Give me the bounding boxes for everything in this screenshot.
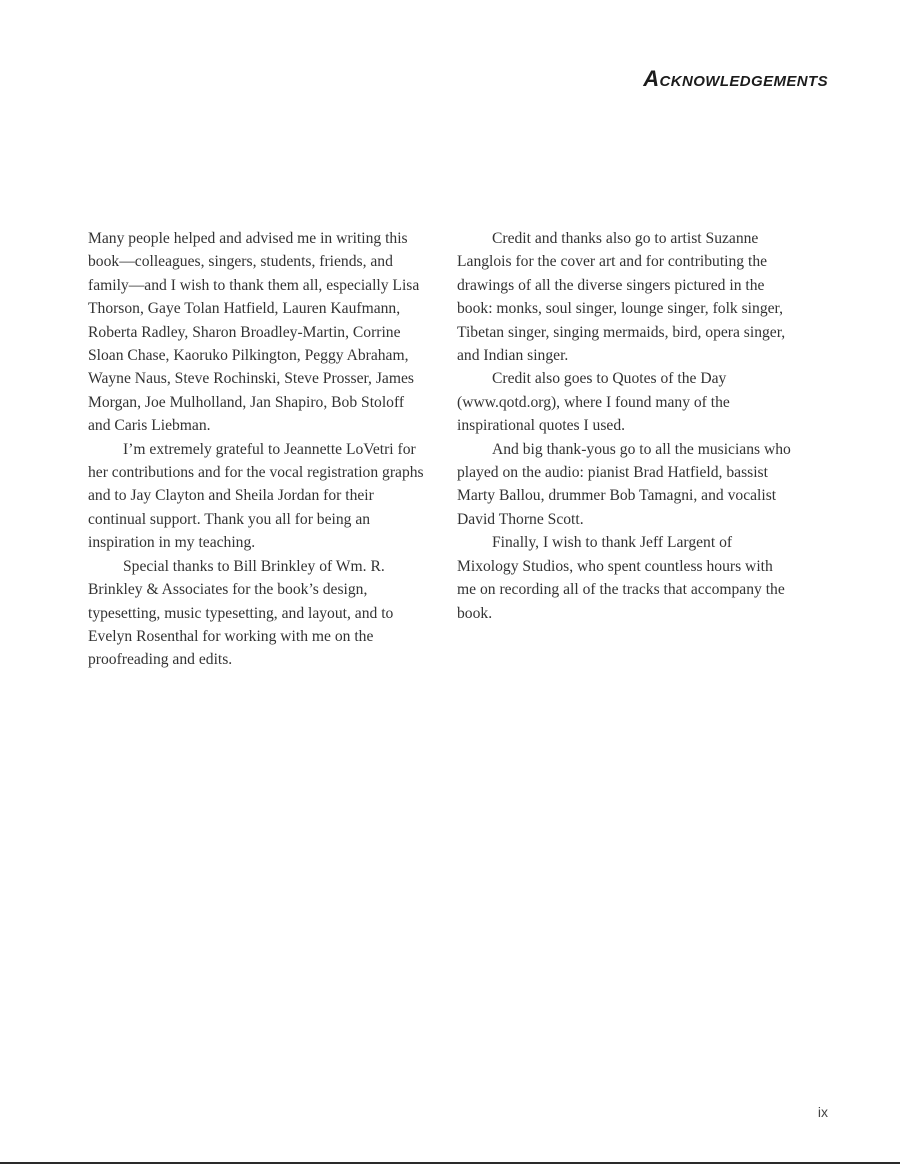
paragraph-largent: Finally, I wish to thank Jeff Largent of Mixology Studios, who spent countless hours with me on recording all of the tracks that accompany the book.	[457, 534, 785, 622]
paragraph-brinkley: Special thanks to Bill Brinkley of Wm. R. Brinkley & Associates for the book’s design, typesetting, music typesetting, and layout, and to Evelyn Rosenthal for working with me on the proofreading and edits.	[88, 557, 394, 669]
page-title: Acknowledgements	[643, 66, 828, 91]
paragraph-musicians: And big thank-yous go to all the musicians who played on the audio: pianist Brad Hatfield, bassist Marty Ballou, drummer Bob Tamagni, and vocalist David Thorne Scott.	[457, 440, 791, 528]
right-column	[457, 227, 795, 625]
paragraph-langlois: Credit and thanks also go to artist Suzanne Langlois for the cover art and for contributing the drawings of all the diverse singers pictured in the book: monks, soul singer, lounge singer, folk singer, Tibetan singer, singing mermaids, bird, opera singer, and Indian singer.	[457, 230, 786, 365]
page-number: ix	[817, 1104, 828, 1120]
left-column	[88, 227, 426, 672]
paragraph-lovetri: I’m extremely grateful to Jeannette LoVetri for her contributions and for the vocal registration graphs and to Jay Clayton and Sheila Jordan for their continual support. Thank you all for being an inspiration in my teaching.	[88, 440, 424, 552]
paragraph-intro: Many people helped and advised me in writing this book—colleagues, singers, students, friends, and family—and I wish to thank them all, especially Lisa Thorson, Gaye Tolan Hatfield, Lauren Kaufmann, Roberta Radley, Sharon Broadley-Martin, Corrine Sloan Chase, Kaoruko Pilkington, Peggy Abraham, Wayne Naus, Steve Rochinski, Steve Prosser, James Morgan, Joe Mulholland, Jan Shapiro, Bob Stoloff and Caris Liebman.	[88, 230, 420, 435]
paragraph-quotes: Credit also goes to Quotes of the Day (www.qotd.org), where I found many of the inspirational quotes I used.	[457, 370, 730, 435]
